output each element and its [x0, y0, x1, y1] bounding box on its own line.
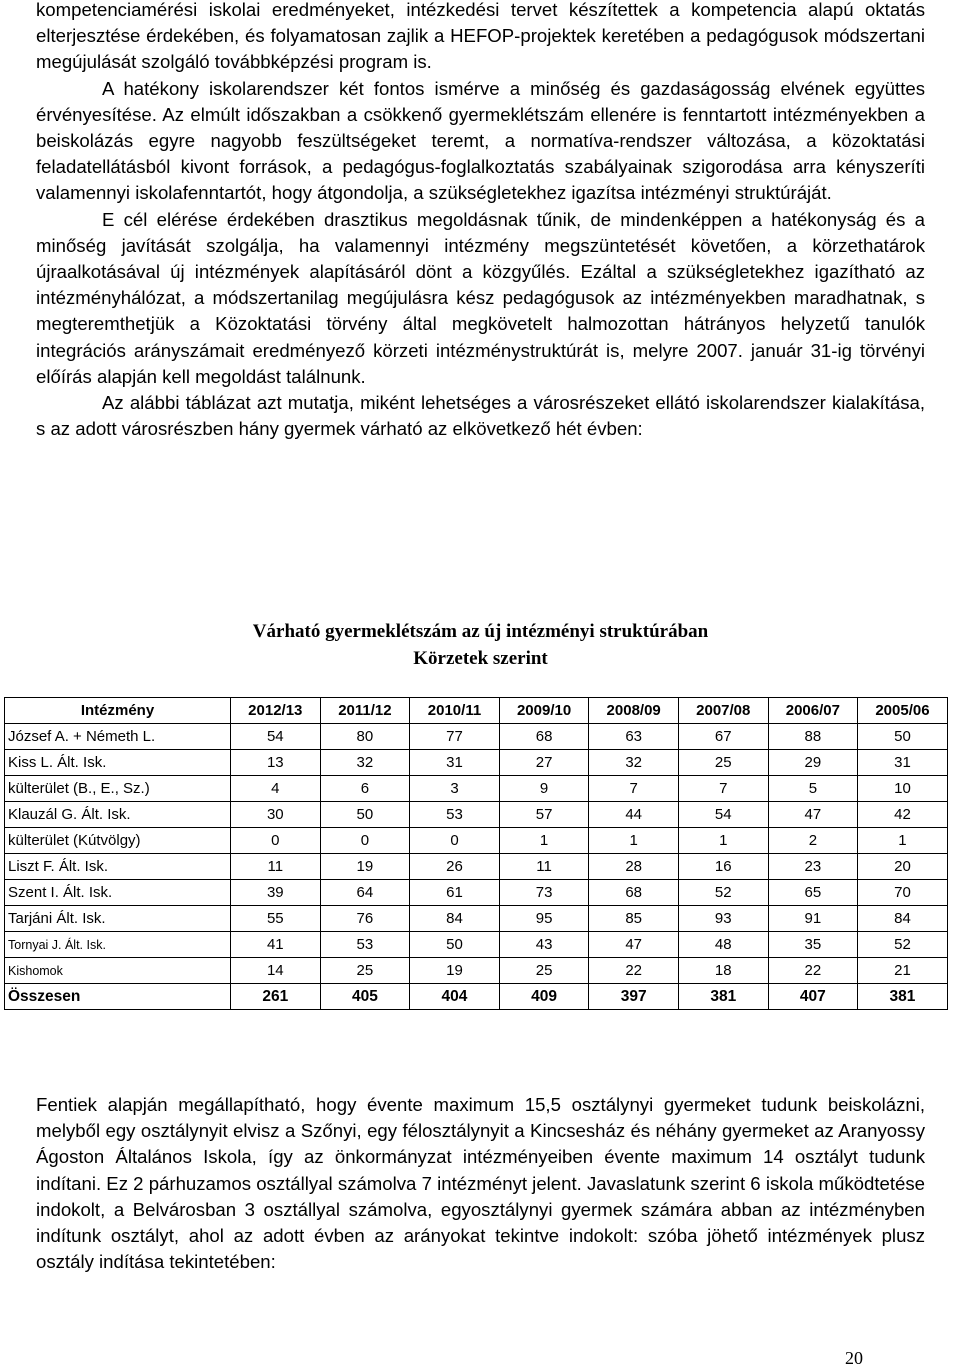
table-subtitle: Körzetek szerint: [413, 648, 548, 669]
enrollment-value: 63: [589, 724, 679, 750]
enrollment-value: 57: [499, 802, 589, 828]
enrollment-table-wrapper: [4, 697, 947, 1010]
enrollment-value: 61: [410, 880, 500, 906]
enrollment-value: 48: [678, 932, 768, 958]
enrollment-value: 397: [589, 984, 679, 1010]
enrollment-value: 54: [231, 724, 321, 750]
institution-name: Liszt F. Ált. Isk.: [5, 854, 231, 880]
enrollment-value: 28: [589, 854, 679, 880]
enrollment-table: [4, 697, 948, 1010]
paragraph-1: kompetenciamérési iskolai eredményeket, intézkedési tervet készítettek a kompetencia alapú oktatás elterjesztése érdekében, és folyamatosan zajlik a HEFOP-projektek keretében a pedagógusok módszertani megújulását szolgáló továbbképzési program is.: [36, 0, 925, 73]
enrollment-value: 25: [499, 958, 589, 984]
enrollment-value: 20: [858, 854, 948, 880]
enrollment-value: 1: [678, 828, 768, 854]
paragraph-4: Az alábbi táblázat azt mutatja, miként lehetséges a városrészeket ellátó iskolarendszer kialakítása, s az adott városrészben hány gyermek várható az elkövetkező hét évben:: [36, 392, 925, 440]
enrollment-value: 43: [499, 932, 589, 958]
enrollment-value: 22: [768, 958, 858, 984]
enrollment-value: 405: [320, 984, 410, 1010]
table-row: [5, 932, 948, 958]
enrollment-value: 381: [858, 984, 948, 1010]
enrollment-value: 64: [320, 880, 410, 906]
enrollment-value: 4: [231, 776, 321, 802]
institution-name: József A. + Németh L.: [5, 724, 231, 750]
enrollment-value: 26: [410, 854, 500, 880]
enrollment-value: 54: [678, 802, 768, 828]
enrollment-value: 13: [231, 750, 321, 776]
enrollment-value: 25: [678, 750, 768, 776]
table-row: [5, 750, 948, 776]
header-institution: Intézmény: [5, 698, 231, 724]
enrollment-value: 11: [499, 854, 589, 880]
institution-name: Szent I. Ált. Isk.: [5, 880, 231, 906]
header-year: 2008/09: [589, 698, 679, 724]
enrollment-value: 80: [320, 724, 410, 750]
enrollment-value: 68: [589, 880, 679, 906]
page-number: 20: [845, 1348, 863, 1368]
enrollment-value: 84: [858, 906, 948, 932]
enrollment-value: 88: [768, 724, 858, 750]
enrollment-value: 31: [410, 750, 500, 776]
paragraph-2: A hatékony iskolarendszer két fontos ismérve a minőség és gazdaságosság elvének együttes érvényesítése. Az elmúlt időszakban a csökkenő gyermeklétszám ellenére is fenntartott intézményekben a beiskolázás egyre nagyobb feszültségeket teremt, a normatíva-rendszer változása, a közoktatási feladatellátásból kivont források, a pedagógus-foglalkoztatás szabályainak szigorodása arra kényszeríti valamennyi iskolafenntartót, hogy átgondolja, a szükségletekhez igazítsa intézményi struktúráját.: [36, 77, 925, 204]
enrollment-value: 19: [320, 854, 410, 880]
enrollment-value: 53: [410, 802, 500, 828]
enrollment-value: 14: [231, 958, 321, 984]
enrollment-value: 381: [678, 984, 768, 1010]
enrollment-value: 95: [499, 906, 589, 932]
enrollment-value: 0: [231, 828, 321, 854]
enrollment-value: 77: [410, 724, 500, 750]
enrollment-value: 11: [231, 854, 321, 880]
enrollment-value: 76: [320, 906, 410, 932]
enrollment-value: 65: [768, 880, 858, 906]
enrollment-value: 52: [678, 880, 768, 906]
enrollment-value: 35: [768, 932, 858, 958]
enrollment-value: 50: [410, 932, 500, 958]
enrollment-value: 7: [678, 776, 768, 802]
enrollment-value: 32: [589, 750, 679, 776]
enrollment-value: 55: [231, 906, 321, 932]
enrollment-value: 0: [320, 828, 410, 854]
table-row: [5, 958, 948, 984]
enrollment-value: 2: [768, 828, 858, 854]
table-row: [5, 724, 948, 750]
header-year: 2006/07: [768, 698, 858, 724]
enrollment-value: 52: [858, 932, 948, 958]
table-total-row: [5, 984, 948, 1010]
table-title: Várható gyermeklétszám az új intézményi struktúrában: [252, 621, 709, 642]
table-row: [5, 776, 948, 802]
enrollment-value: 29: [768, 750, 858, 776]
enrollment-value: 10: [858, 776, 948, 802]
enrollment-value: 47: [589, 932, 679, 958]
table-row: [5, 906, 948, 932]
table-body: [5, 724, 948, 1010]
institution-name: Tornyai J. Ált. Isk.: [5, 932, 231, 958]
header-year: 2012/13: [231, 698, 321, 724]
enrollment-value: 85: [589, 906, 679, 932]
enrollment-value: 16: [678, 854, 768, 880]
header-year: 2010/11: [410, 698, 500, 724]
table-heading: [36, 618, 925, 672]
institution-name: Összesen: [5, 984, 231, 1010]
header-year: 2005/06: [858, 698, 948, 724]
enrollment-value: 23: [768, 854, 858, 880]
paragraph-3: E cél elérése érdekében drasztikus megoldásnak tűnik, de mindenképpen a hatékonyság és a minőség javítását szolgálja, ha valamennyi intézmény megszüntetését követően, a körzethatárok újraalkotásával új intézmények alapításáról dönt a közgyűlés. Ezáltal a szükségletekhez igazítható az intézményhálózat, a módszertanilag megújulásra kész pedagógusok az intézményekben maradhatnak, s megteremthetjük a Közoktatási törvény által megkövetelt halmozottan hátrányos helyzetű tanulók integrációs arányszámait eredményező körzeti intézménystruktúrát is, melyre 2007. január 31-ig törvényi előírás alapján kell megoldást találnunk.: [36, 208, 925, 387]
enrollment-value: 25: [320, 958, 410, 984]
institution-name: külterület (B., E., Sz.): [5, 776, 231, 802]
table-row: [5, 854, 948, 880]
enrollment-value: 261: [231, 984, 321, 1010]
enrollment-value: 53: [320, 932, 410, 958]
enrollment-value: 1: [858, 828, 948, 854]
enrollment-value: 19: [410, 958, 500, 984]
enrollment-value: 22: [589, 958, 679, 984]
enrollment-value: 50: [320, 802, 410, 828]
enrollment-value: 70: [858, 880, 948, 906]
enrollment-value: 3: [410, 776, 500, 802]
enrollment-value: 44: [589, 802, 679, 828]
enrollment-value: 31: [858, 750, 948, 776]
intro-text: [36, 0, 925, 442]
enrollment-value: 409: [499, 984, 589, 1010]
enrollment-value: 30: [231, 802, 321, 828]
enrollment-value: 50: [858, 724, 948, 750]
table-row: [5, 802, 948, 828]
enrollment-value: 21: [858, 958, 948, 984]
enrollment-value: 73: [499, 880, 589, 906]
header-year: 2011/12: [320, 698, 410, 724]
enrollment-value: 5: [768, 776, 858, 802]
enrollment-value: 67: [678, 724, 768, 750]
conclusion-text: [36, 1092, 925, 1275]
institution-name: Tarjáni Ált. Isk.: [5, 906, 231, 932]
enrollment-value: 7: [589, 776, 679, 802]
enrollment-value: 1: [589, 828, 679, 854]
enrollment-value: 93: [678, 906, 768, 932]
header-year: 2009/10: [499, 698, 589, 724]
institution-name: Kiss L. Ált. Isk.: [5, 750, 231, 776]
enrollment-value: 9: [499, 776, 589, 802]
table-header-row: [5, 698, 948, 724]
enrollment-value: 0: [410, 828, 500, 854]
institution-name: Klauzál G. Ált. Isk.: [5, 802, 231, 828]
enrollment-value: 407: [768, 984, 858, 1010]
institution-name: Kishomok: [5, 958, 231, 984]
enrollment-value: 91: [768, 906, 858, 932]
enrollment-value: 27: [499, 750, 589, 776]
enrollment-value: 84: [410, 906, 500, 932]
enrollment-value: 32: [320, 750, 410, 776]
paragraph-conclusion: Fentiek alapján megállapítható, hogy évente maximum 15,5 osztálynyi gyermeket tudunk beiskolázni, melyből egy osztálynyit elvisz a Szőnyi, egy félosztálynyit a Kincsesház és néhány gyermeket az Aranyossy Ágoston Általános Iskola, így az önkormányzat intézményeiben évente maximum 14 osztályt tudunk indítani. Ez 2 párhuzamos osztállyal számolva 7 intézményt jelent. Javaslatunk szerint 6 iskola működtetése indokolt, a Belvárosban 3 osztállyal számolva, egyosztálynyi gyermek számára abban az intézményben indítunk osztályt, ahol az adott évben az arányokat tekintve indokolt: szóba jöhető intézmények plusz osztály indítása tekintetében:: [36, 1094, 925, 1273]
enrollment-value: 47: [768, 802, 858, 828]
institution-name: külterület (Kútvölgy): [5, 828, 231, 854]
table-row: [5, 880, 948, 906]
enrollment-value: 1: [499, 828, 589, 854]
table-row: [5, 828, 948, 854]
header-year: 2007/08: [678, 698, 768, 724]
enrollment-value: 42: [858, 802, 948, 828]
enrollment-value: 404: [410, 984, 500, 1010]
enrollment-value: 6: [320, 776, 410, 802]
enrollment-value: 39: [231, 880, 321, 906]
enrollment-value: 41: [231, 932, 321, 958]
enrollment-value: 18: [678, 958, 768, 984]
enrollment-value: 68: [499, 724, 589, 750]
